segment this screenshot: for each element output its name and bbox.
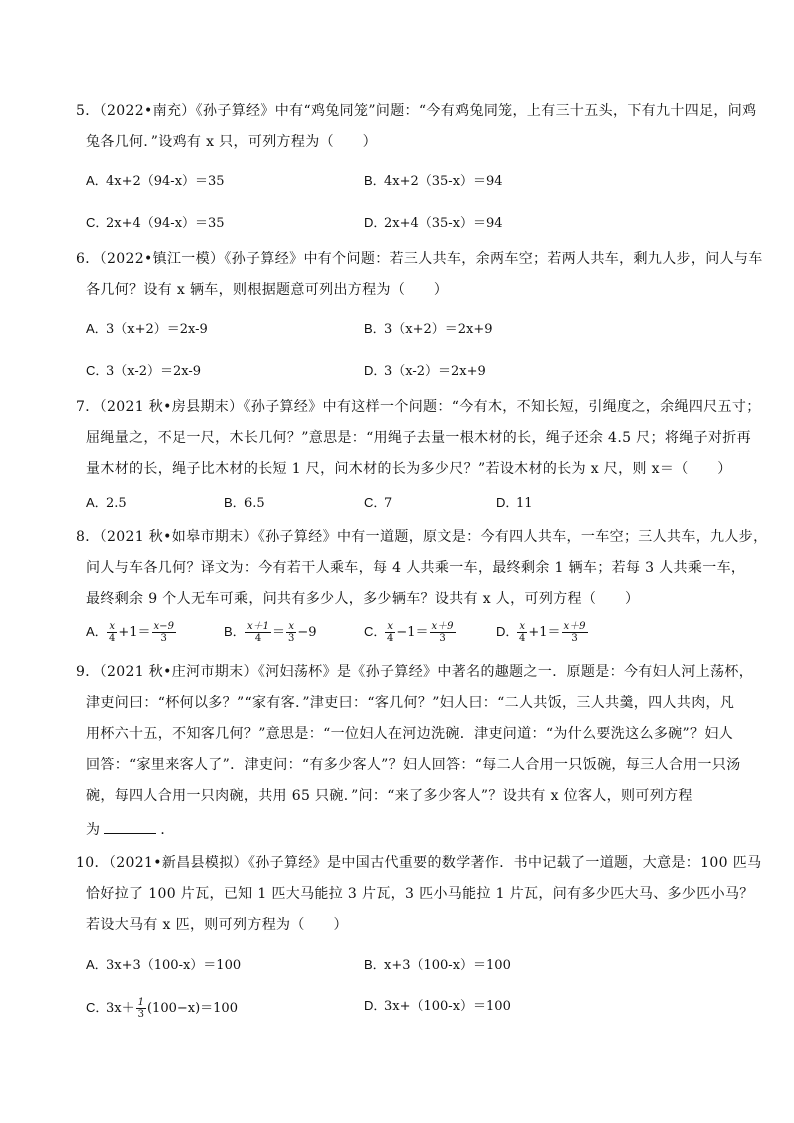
fraction: $\frac{x}{4}$	[387, 621, 394, 644]
fraction: $\frac{x+1}{4}$	[247, 621, 270, 644]
option-label: B．	[364, 173, 386, 188]
option-label: A．	[86, 321, 108, 336]
option-label: A．	[86, 495, 108, 510]
option-d[interactable]	[496, 494, 533, 513]
option-a[interactable]	[86, 621, 177, 644]
question-text: 屈绳量之，不足一尺，木长几何？”意思是：“用绳子去量一根木材的长，绳子还余 4.5 尺；将绳子对折再	[86, 430, 751, 446]
option-b[interactable]	[364, 320, 493, 339]
option-label: A．	[86, 624, 108, 639]
question-text: ．	[160, 822, 175, 838]
fraction: $\frac{x}{3}$	[288, 621, 295, 644]
question-text: 6．（2022•镇江一模）《孙子算经》中有个问题：若三人共车，余两车空；若两人共车，剩九人步，问人与车	[76, 251, 763, 267]
option-d[interactable]	[364, 362, 486, 381]
option-a[interactable]	[86, 494, 127, 513]
option-label: C．	[364, 624, 387, 639]
option-c[interactable]	[86, 997, 238, 1020]
option-text: 3（x+2）＝2x-9	[106, 322, 208, 337]
option-a[interactable]	[86, 172, 225, 191]
question-text: 兔各几何．”设鸡有 x 只，可列方程为（ ）	[86, 134, 378, 150]
option-text: 3x＋	[106, 1001, 135, 1016]
option-label: A．	[86, 173, 108, 188]
option-text: 3（x-2）＝2x-9	[106, 364, 202, 379]
answer-line	[86, 821, 175, 839]
option-text: x+3（100-x）＝100	[384, 958, 511, 973]
option-label: C．	[86, 215, 109, 230]
question-text: 回答：“家里来客人了”．津吏问：“有多少客人”？妇人回答：“每二人合用一只饭碗，每三人合用一只汤	[86, 757, 741, 773]
question-text: 各几何？设有 x 辆车，则根据题意可列出方程为（ ）	[86, 282, 449, 298]
question-text: 碗，每四人合用一只肉碗，共用 65 只碗．”问：“来了多少客人”？设共有 x 位客人，则可列方程	[86, 788, 693, 804]
question-text: 量木材的长，绳子比木材的长短 1 尺，问木材的长为多少尺？”若设木材的长为 x 尺，则 x＝（ ）	[86, 461, 732, 477]
option-label: D．	[364, 998, 387, 1013]
option-label: C．	[364, 495, 387, 510]
fraction: $\frac{x}{4}$	[109, 621, 116, 644]
question-text: 恰好拉了 100 片瓦，已知 1 匹大马能拉 3 片瓦，3 匹小马能拉 1 片瓦，问有多少匹大马、多少匹小马？	[86, 886, 754, 902]
option-text: 3x+3（100-x）＝100	[106, 958, 242, 973]
option-d[interactable]	[496, 621, 589, 644]
option-label: D．	[496, 624, 519, 639]
fraction: $\frac{x+9}{3}$	[563, 621, 586, 644]
fraction: $\frac{x}{4}$	[519, 621, 526, 644]
option-label: D．	[496, 495, 519, 510]
option-c[interactable]	[86, 214, 225, 233]
option-label: C．	[86, 1000, 109, 1015]
fraction: $\frac{x-9}{3}$	[153, 621, 174, 644]
option-text: 2x+4（94-x）＝35	[106, 216, 225, 231]
option-text: 4x+2（35-x）＝94	[384, 174, 503, 189]
option-text: +1＝	[528, 625, 561, 640]
option-text: 2.5	[106, 496, 127, 511]
option-label: A．	[86, 957, 108, 972]
option-label: D．	[364, 215, 387, 230]
question-text: 10．（2021•新昌县模拟）《孙子算经》是中国古代重要的数学著作．书中记载了一道题，大意是：100 匹马	[76, 855, 762, 871]
option-c[interactable]	[364, 494, 392, 513]
option-label: D．	[364, 363, 387, 378]
option-b[interactable]	[224, 494, 265, 513]
fraction: $\frac{x+9}{3}$	[431, 621, 454, 644]
question-text: 问人与车各几何？译文为：今有若干人乘车，每 4 人共乘一车，最终剩余 1 辆车；若每 3 人共乘一车，	[86, 560, 746, 576]
option-text: 3x+（100-x）＝100	[384, 999, 511, 1014]
option-text: 6.5	[244, 496, 265, 511]
option-label: B．	[364, 321, 386, 336]
fraction: $\frac{1}{3}$	[137, 997, 144, 1020]
question-text: 7．（2021 秋•房县期末）《孙子算经》中有这样一个问题：“今有木，不知长短，引绳度之，余绳四尺五寸；	[76, 399, 761, 415]
option-a[interactable]	[86, 320, 208, 339]
option-text: 7	[384, 496, 393, 511]
answer-blank[interactable]	[104, 821, 156, 834]
option-d[interactable]	[364, 214, 503, 233]
option-text: (100−x)＝100	[146, 1001, 238, 1016]
option-c[interactable]	[86, 362, 201, 381]
option-text: 4x+2（94-x）＝35	[106, 174, 225, 189]
question-text: 最终剩余 9 个人无车可乘，问共有多少人，多少辆车？设共有 x 人，可列方程（ ）	[86, 591, 640, 607]
question-text: 5．（2022•南充）《孙子算经》中有“鸡兔同笼”问题：“今有鸡兔同笼，上有三十五头，下有九十四足，问鸡	[76, 103, 757, 119]
option-label: B．	[364, 957, 386, 972]
option-text: 3（x-2）＝2x+9	[384, 364, 486, 379]
option-text: ＝	[272, 625, 286, 640]
option-b[interactable]	[364, 172, 503, 191]
option-label: B．	[224, 495, 246, 510]
option-b[interactable]	[224, 621, 317, 644]
question-text: 8．（2021 秋•如皋市期末）《孙子算经》中有一道题，原文是：今有四人共车，一车空；三人共车，九人步，	[76, 529, 768, 545]
option-text: 11	[516, 496, 533, 511]
question-text: 为	[86, 822, 101, 838]
question-text: 9．（2021 秋•庄河市期末）《河妇荡杯》是《孙子算经》中著名的趣题之一．原题是：今有妇人河上荡杯，	[76, 664, 754, 680]
option-d[interactable]	[364, 997, 511, 1016]
option-label: C．	[86, 363, 109, 378]
question-text: 津吏问曰：“杯何以多？”“家有客．”津吏曰：“客几何？”妇人曰：“二人共饭，三人共羹，四人共肉，凡	[86, 695, 735, 711]
option-text: −1＝	[396, 625, 429, 640]
option-text: −9	[297, 625, 317, 640]
option-c[interactable]	[364, 621, 457, 644]
option-label: B．	[224, 624, 246, 639]
option-text: +1＝	[118, 625, 151, 640]
option-b[interactable]	[364, 956, 511, 975]
question-text: 用杯六十五，不知客几何？”意思是：“一位妇人在河边洗碗．津吏问道：“为什么要洗这么多碗”？妇人	[86, 726, 734, 742]
option-text: 3（x+2）＝2x+9	[384, 322, 493, 337]
option-a[interactable]	[86, 956, 241, 975]
question-text: 若设大马有 x 匹，则可列方程为（ ）	[86, 917, 348, 933]
option-text: 2x+4（35-x）＝94	[384, 216, 503, 231]
